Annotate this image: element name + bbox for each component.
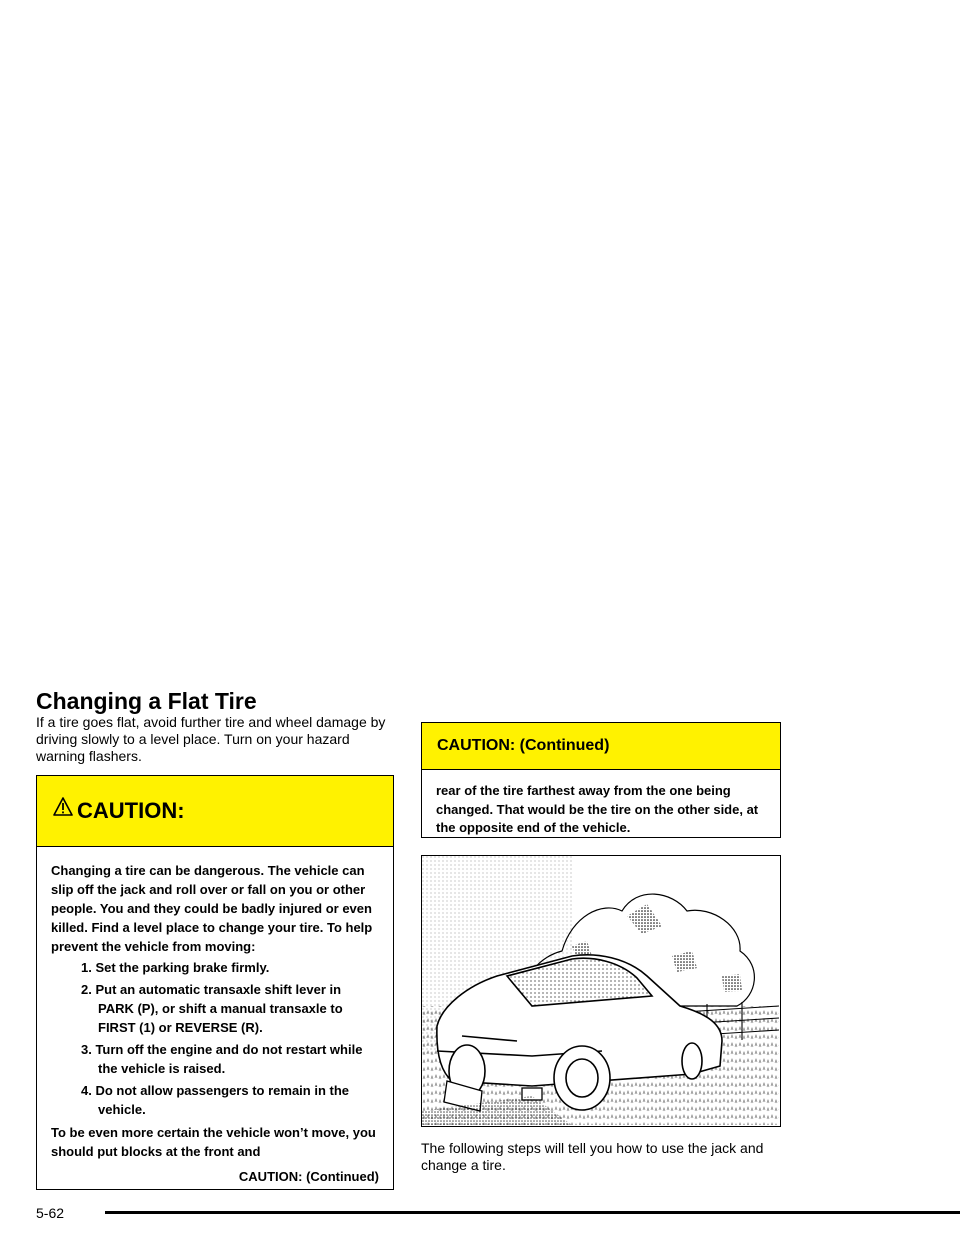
caution-steps xyxy=(51,958,379,1119)
warning-triangle-icon xyxy=(53,796,73,818)
page-title: Changing a Flat Tire xyxy=(36,688,257,714)
continued-note: CAUTION: (Continued) xyxy=(238,1169,379,1184)
caution-header xyxy=(37,776,393,847)
caution-box xyxy=(36,775,394,1190)
caution-continued-header xyxy=(422,723,780,770)
caution-closing: To be even more certain the vehicle won’t move, you should put blocks at the front and xyxy=(51,1125,376,1159)
caution-continued-text: rear of the tire farthest away from the one being changed. That would be the tire on the other side, at the opposite end of the vehicle. xyxy=(436,783,759,835)
car-drawing xyxy=(422,856,779,1125)
car-illustration xyxy=(421,855,781,1127)
intro-paragraph: If a tire goes flat, avoid further tire and wheel damage by driving slowly to a level place. Turn on your hazard warning flashers. xyxy=(36,714,386,764)
caution-continued-body xyxy=(422,770,780,838)
caution-continued-box xyxy=(421,722,781,838)
list-item: 2. Put an automatic transaxle shift lever in PARK (P), or shift a manual transaxle to FIRST (1) or REVERSE (R). xyxy=(81,982,343,1035)
page-number: 5-62 xyxy=(36,1205,65,1221)
list-item: 4. Do not allow passengers to remain in the vehicle. xyxy=(81,1083,349,1117)
caution-continued-label: CAUTION: (Continued) xyxy=(437,737,610,754)
footer-rule xyxy=(105,1211,960,1214)
list-item: 1. Set the parking brake firmly. xyxy=(81,960,270,975)
figure-caption: The following steps will tell you how to use the jack and change a tire. xyxy=(421,1140,764,1173)
caution-body xyxy=(37,847,393,1186)
caution-label: CAUTION: xyxy=(77,798,185,823)
list-item: 3. Turn off the engine and do not restart while the vehicle is raised. xyxy=(81,1042,363,1076)
caution-text: Changing a tire can be dangerous. The vehicle can slip off the jack and roll over or fall on you or other people. You and they could be badly injured or even killed. Find a level place to change your tire. To help prevent the vehicle from moving: xyxy=(51,863,373,954)
